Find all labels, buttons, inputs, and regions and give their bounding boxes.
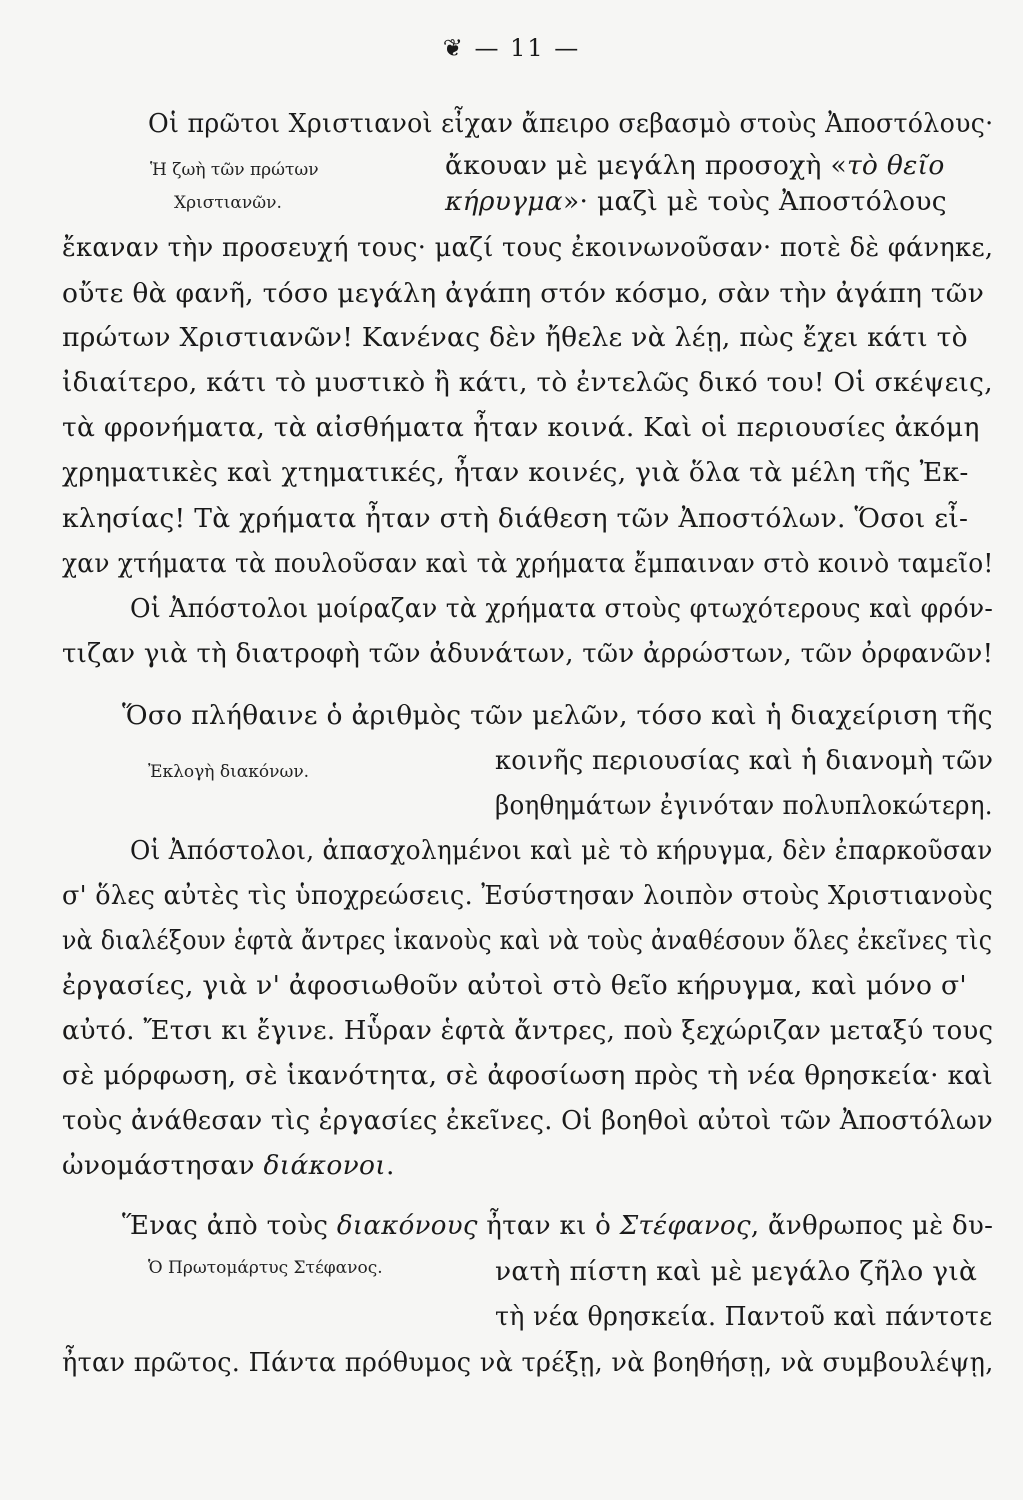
text-line: Ὅσο πλήθαινε ὁ ἀριθμὸς τῶν μελῶν, τόσο καὶ ἡ διαχείριση τῆς	[122, 700, 993, 731]
text-line: ἰδιαίτερο, κάτι τὸ μυστικὸ ἢ κάτι, τὸ ἐντελῶς δικό του! Οἱ σκέψεις,	[62, 367, 993, 398]
text-line: ἄκουαν μὲ μεγάλη προσοχὴ «τὸ θεῖο	[445, 150, 945, 181]
text-line: Οἱ Ἀπόστολοι μοίραζαν τὰ χρήματα στοὺς φτωχότερους καὶ φρόν-	[130, 593, 994, 624]
text-line: κοινῆς περιουσίας καὶ ἡ διανομὴ τῶν	[495, 745, 994, 776]
text-line: ὠνομάστησαν διάκονοι.	[62, 1150, 395, 1181]
margin-note: Ἐκλογὴ διακόνων.	[148, 762, 310, 782]
text-line: νὰ διαλέξουν ἑφτὰ ἄντρες ἱκανοὺς καὶ νὰ τοὺς ἀναθέσουν ὅλες ἐκεῖνες τὶς	[62, 925, 993, 956]
text-line: ἔκαναν τὴν προσευχή τους· μαζί τους ἐκοινωνοῦσαν· ποτὲ δὲ φάνηκε,	[62, 232, 994, 263]
margin-note: Ἡ ζωὴ τῶν πρώτων	[150, 160, 319, 180]
text-line: νατὴ πίστη καὶ μὲ μεγάλο ζῆλο γιὰ	[495, 1256, 978, 1287]
text-line: πρώτων Χριστιανῶν! Κανένας δὲν ἤθελε νὰ λέῃ, πὼς ἔχει κάτι τὸ	[62, 322, 968, 353]
text-line: σὲ μόρφωση, σὲ ἱκανότητα, σὲ ἀφοσίωση πρὸς τὴ νέα θρησκεία· καὶ	[62, 1060, 994, 1091]
text-line: Ἕνας ἀπὸ τοὺς διακόνους ἦταν κι ὁ Στέφανος, ἄνθρωπος μὲ δυ-	[122, 1210, 994, 1241]
text-line: Οἱ Ἀπόστολοι, ἀπασχολημένοι καὶ μὲ τὸ κήρυγμα, δὲν ἐπαρκοῦσαν	[130, 835, 993, 866]
text-line: βοηθημάτων ἐγινόταν πολυπλοκώτερη.	[495, 790, 993, 821]
text-line: χρηματικὲς καὶ χτηματικές, ἦταν κοινές, γιὰ ὅλα τὰ μέλη τῆς Ἐκ-	[62, 457, 969, 488]
text-line: κλησίας! Τὰ χρήματα ἦταν στὴ διάθεση τῶν Ἀποστόλων. Ὅσοι εἶ-	[62, 503, 969, 534]
text-line: ἐργασίες, γιὰ ν' ἀφοσιωθοῦν αὐτοὶ στὸ θεῖο κήρυγμα, καὶ μόνο σ'	[62, 970, 967, 1001]
page-number: ❦ — 11 —	[442, 34, 581, 62]
fleuron-icon: ❦	[442, 34, 465, 62]
text-line: χαν χτήματα τὰ πουλοῦσαν καὶ τὰ χρήματα ἔμπαιναν στὸ κοινὸ ταμεῖο!	[62, 548, 994, 579]
text-line: τιζαν γιὰ τὴ διατροφὴ τῶν ἀδυνάτων, τῶν ἀρρώστων, τῶν ὀρφανῶν!	[62, 638, 994, 669]
text-line: τὴ νέα θρησκεία. Παντοῦ καὶ πάντοτε	[495, 1301, 993, 1332]
text-line: τοὺς ἀνάθεσαν τὶς ἐργασίες ἐκεῖνες. Οἱ βοηθοὶ αὐτοὶ τῶν Ἀποστόλων	[62, 1105, 993, 1136]
text-line: οὔτε θὰ φανῆ, τόσο μεγάλη ἀγάπη στόν κόσμο, σὰν τὴν ἀγάπη τῶν	[62, 278, 985, 309]
margin-note: Ὁ Πρωτομάρτυς Στέφανος.	[148, 1258, 383, 1278]
text-line: σ' ὅλες αὐτὲς τὶς ὑποχρεώσεις. Ἐσύστησαν λοιπὸν στοὺς Χριστιανοὺς	[62, 880, 994, 911]
text-line: Οἱ πρῶτοι Χριστιανοὶ εἶχαν ἄπειρο σεβασμὸ στοὺς Ἀποστόλους·	[148, 108, 994, 139]
text-line: κήρυγμα»· μαζὶ μὲ τοὺς Ἀποστόλους	[445, 186, 947, 217]
margin-note: Χριστιανῶν.	[174, 193, 282, 213]
text-line: αὐτό. Ἔτσι κι ἔγινε. Ηὗραν ἑφτὰ ἄντρες, ποὺ ξεχώριζαν μεταξύ τους	[62, 1015, 994, 1046]
text-line: τὰ φρονήματα, τὰ αἰσθήματα ἦταν κοινά. Καὶ οἱ περιουσίες ἀκόμη	[62, 412, 980, 443]
text-line: ἦταν πρῶτος. Πάντα πρόθυμος νὰ τρέξῃ, νὰ βοηθήσῃ, νὰ συμβουλέψῃ,	[62, 1347, 994, 1378]
